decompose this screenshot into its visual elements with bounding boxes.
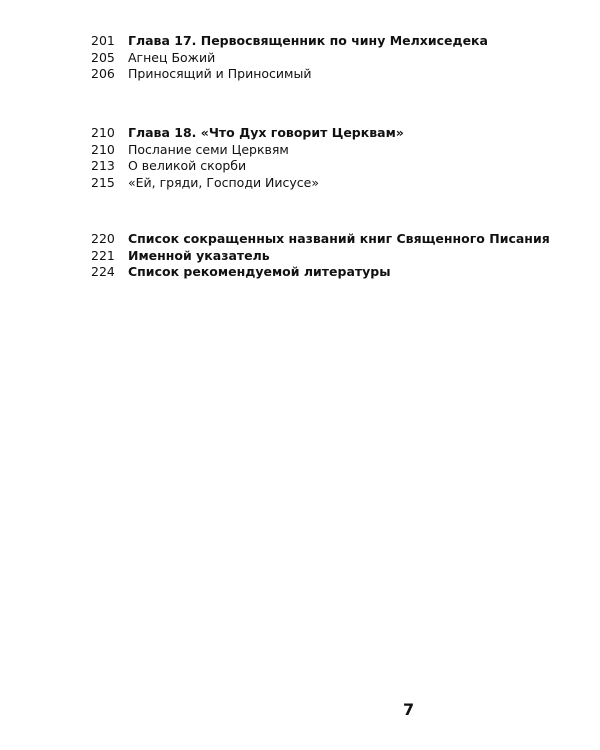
toc-entry	[91, 158, 561, 175]
toc-entry-title: Именной указатель	[128, 247, 270, 263]
toc-entry-title: «Ей, гряди, Господи Иисусе»	[128, 174, 320, 190]
toc-entry-title: Глава 17. Первосвященник по чину Мелхиседека	[128, 33, 488, 48]
toc-page-number: 213	[91, 158, 115, 173]
toc-entry	[91, 175, 561, 192]
toc-entry-title: Список рекомендуемой литературы	[128, 264, 391, 279]
toc-entry	[91, 33, 561, 50]
toc-entry	[91, 248, 561, 265]
toc-entry-title: Список сокращенных названий книг Священного Писания	[128, 231, 550, 246]
toc-page-number: 205	[91, 49, 115, 65]
toc-page-number: 224	[91, 264, 115, 279]
toc-entry	[91, 125, 561, 142]
toc-entry-title: Приносящий и Приносимый	[128, 66, 312, 81]
page-number: 7	[403, 700, 415, 719]
toc-entry	[91, 142, 561, 159]
toc-section-chapter-17	[91, 33, 561, 83]
toc-page-number: 206	[91, 66, 115, 81]
toc-entry	[91, 264, 561, 281]
toc-section-appendices	[91, 231, 561, 281]
toc-page-number: 221	[91, 247, 115, 263]
toc-section-chapter-18	[91, 125, 561, 191]
toc-entry	[91, 50, 561, 67]
toc-page-number: 210	[91, 141, 115, 157]
toc-entry-title: О великой скорби	[128, 158, 247, 173]
toc-page-number: 210	[91, 125, 115, 140]
toc-entry-title: Глава 18. «Что Дух говорит Церквам»	[128, 125, 404, 140]
toc-entry	[91, 231, 561, 248]
toc-page-number: 201	[91, 33, 115, 48]
toc-entry-title: Агнец Божий	[128, 49, 216, 65]
toc-entry-title: Послание семи Церквям	[128, 141, 289, 157]
toc-entry	[91, 66, 561, 83]
toc-page-number: 220	[91, 231, 115, 246]
toc-page-number: 215	[91, 174, 115, 190]
